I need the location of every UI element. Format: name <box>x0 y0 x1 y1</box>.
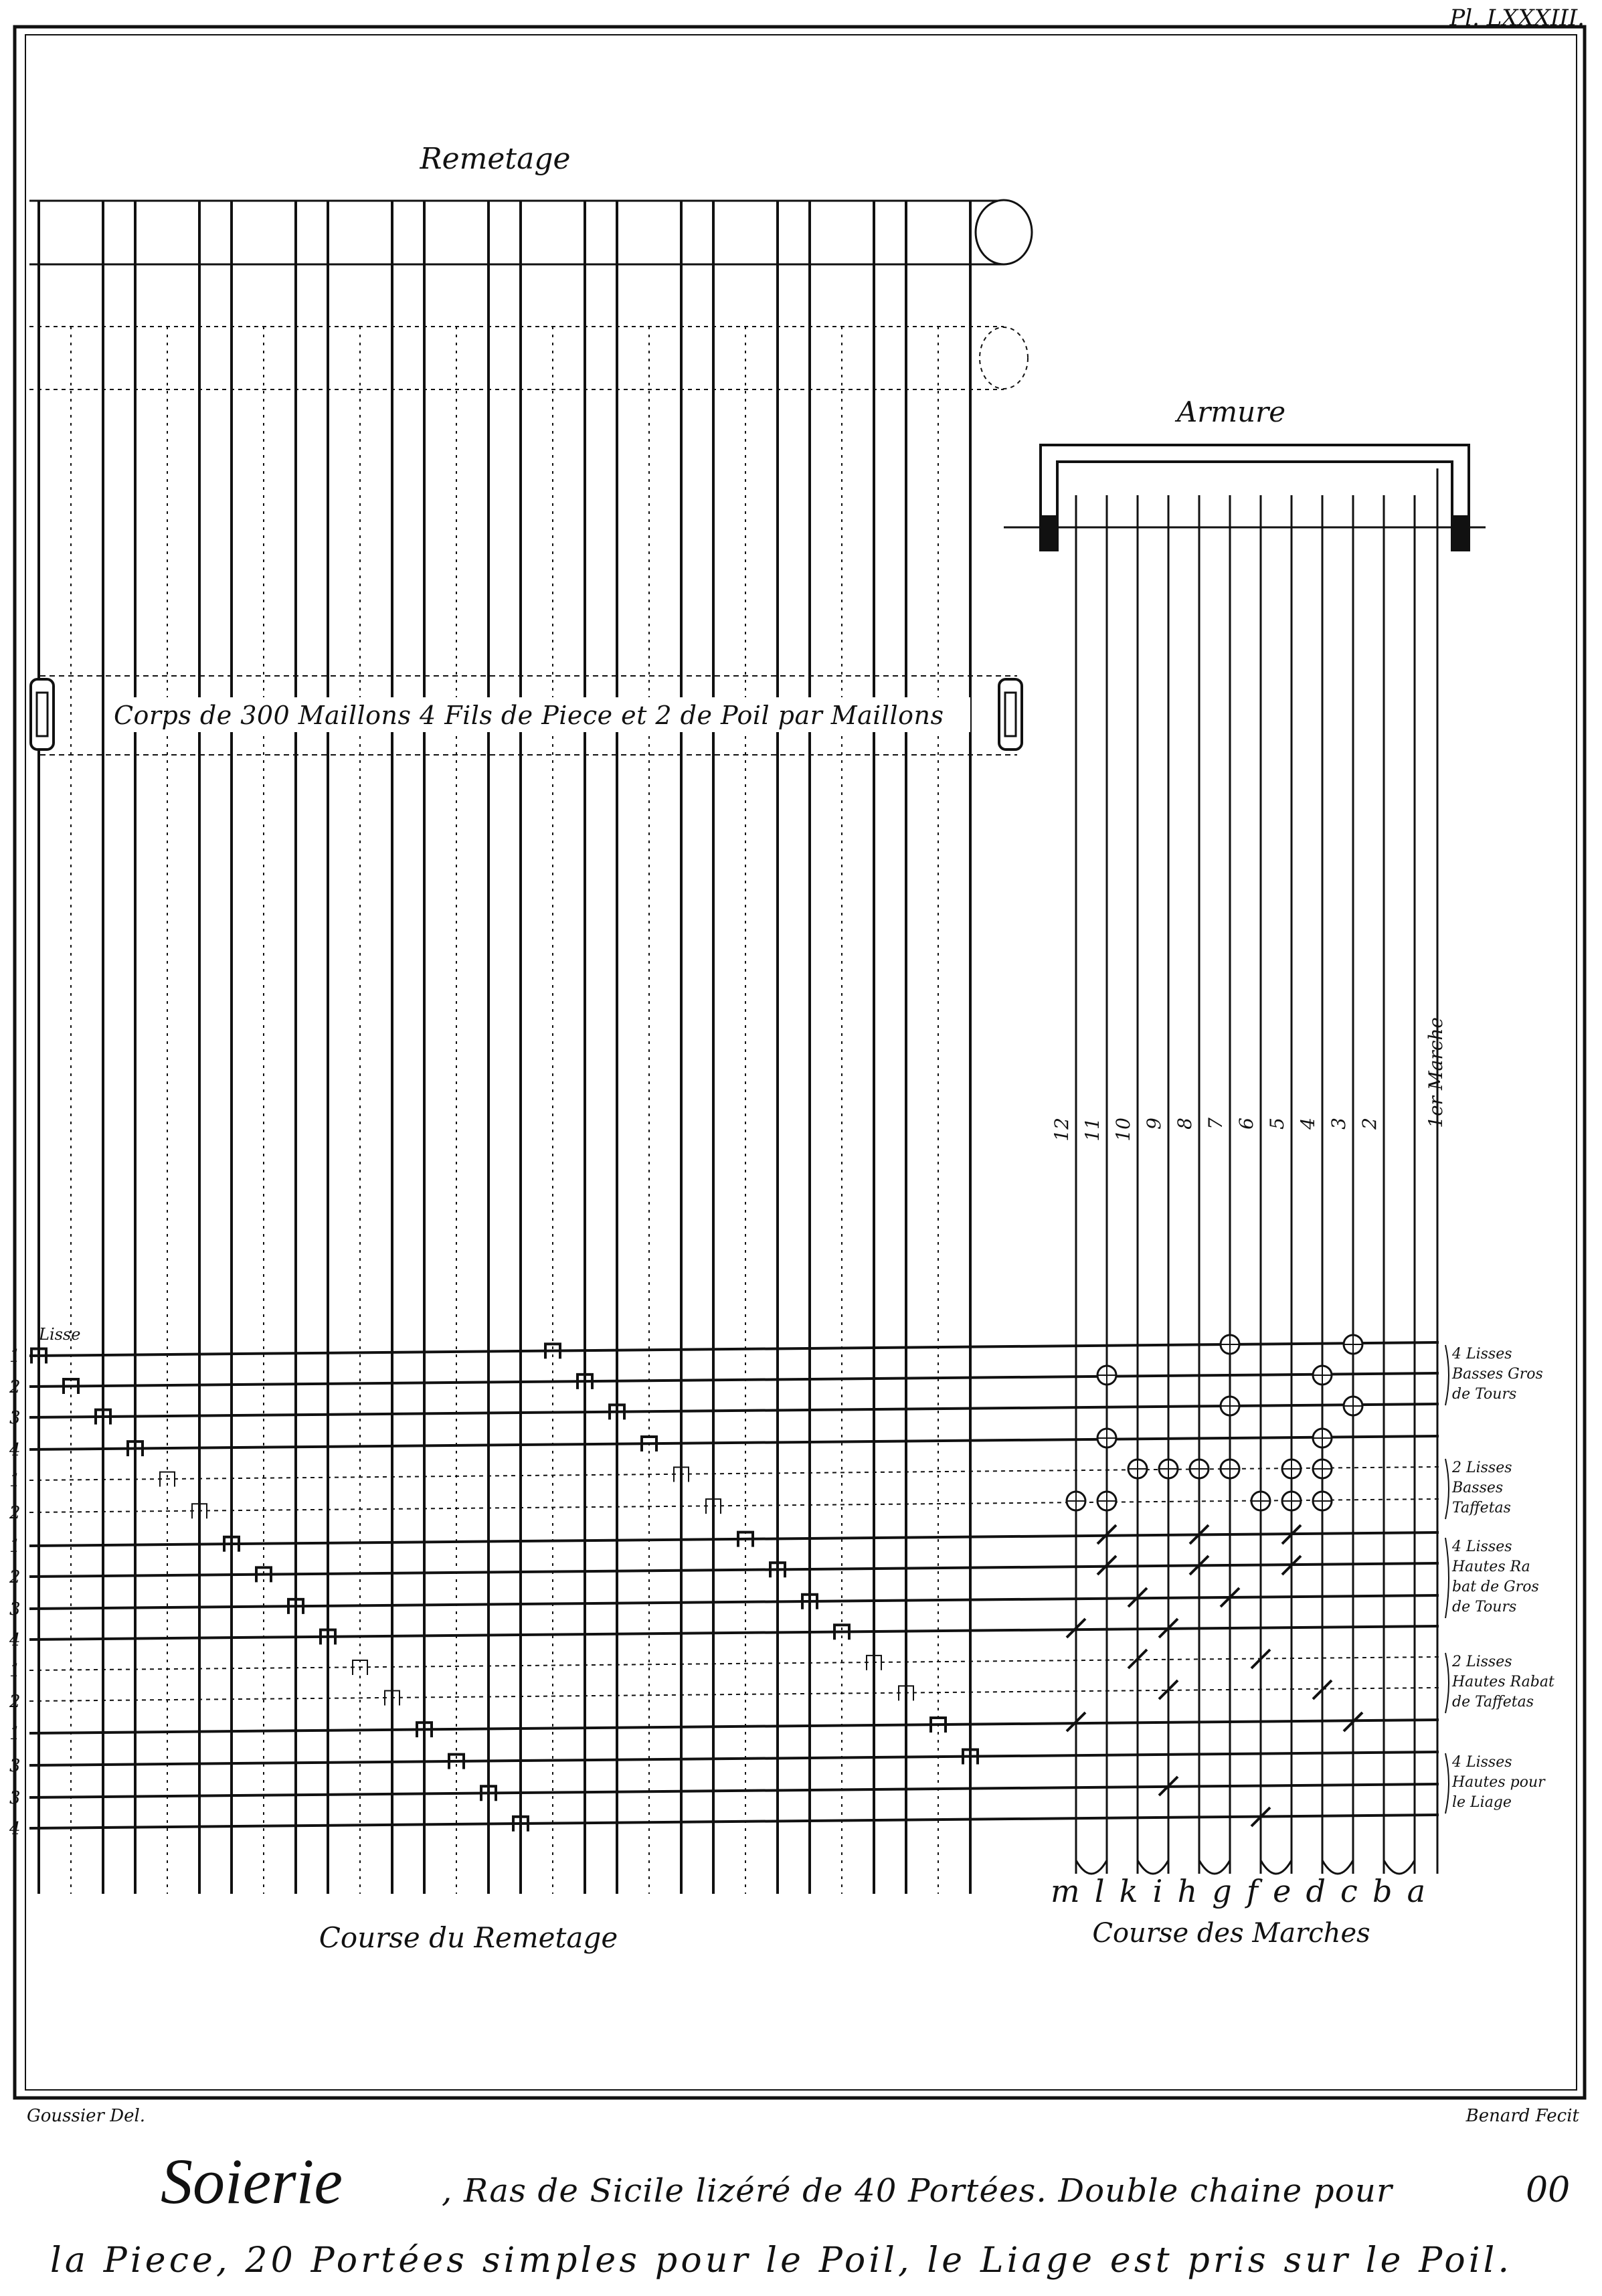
plate-number: Pl. LXXXIII. <box>1449 5 1585 31</box>
lisse-row-number: 2 <box>9 1503 21 1523</box>
group-label-line: Hautes Ra <box>1452 1559 1530 1575</box>
group-label-line: de Tours <box>1452 1386 1517 1403</box>
lisse-row-number: 3 <box>9 1408 21 1428</box>
lisse-row-number: 1 <box>9 1536 21 1557</box>
marche-number: 7 <box>1205 1118 1227 1130</box>
treadle-loop <box>1261 1860 1292 1874</box>
lisse-line <box>29 1784 1439 1797</box>
group-label-line: Basses Gros <box>1452 1366 1543 1383</box>
group-label-line: 4 Lisses <box>1452 1346 1512 1362</box>
inner-frame <box>25 35 1577 2090</box>
credit-right: Benard Fecit <box>1465 2106 1579 2126</box>
outer-frame <box>15 27 1585 2098</box>
marche-numbers <box>1051 1017 1447 1142</box>
lisse-row-number: 1 <box>9 1471 21 1491</box>
marche-number: 2 <box>1358 1118 1381 1130</box>
group-brace <box>1445 1538 1449 1618</box>
lisse-row-number: 3 <box>9 1788 21 1808</box>
lisse-row-number: 3 <box>9 1756 21 1776</box>
marche-number: 5 <box>1266 1118 1288 1130</box>
group-brace <box>1445 1459 1449 1519</box>
group-brace <box>1445 1753 1449 1814</box>
marche-number: 1er Marche <box>1425 1017 1447 1128</box>
lisse-row-number: 1 <box>9 1724 21 1744</box>
lisse-row-number: 3 <box>9 1599 21 1619</box>
lisse-row-number: 1 <box>9 1346 21 1366</box>
corps-label: Corps de 300 Maillons 4 Fils de Piece et 2 de Poil par Maillons <box>114 701 944 730</box>
lisse-line <box>29 1595 1439 1609</box>
lisse-line <box>29 1626 1439 1640</box>
lisse-line <box>29 1532 1439 1546</box>
marche-number: 9 <box>1143 1118 1165 1130</box>
treadle-loop <box>1076 1860 1107 1874</box>
marche-number: 3 <box>1328 1118 1350 1130</box>
lisse-line <box>29 1688 1439 1701</box>
corps-clamp-left <box>31 679 54 749</box>
marche-number: 4 <box>1297 1118 1319 1130</box>
lisse-row-number: 4 <box>9 1819 21 1839</box>
group-label-line: Taffetas <box>1452 1500 1511 1516</box>
lisse-row-number: 2 <box>9 1692 21 1712</box>
group-label-line: de Taffetas <box>1452 1694 1534 1710</box>
lisse-line <box>29 1752 1439 1765</box>
treadle-loop <box>1384 1860 1415 1874</box>
marche-number: 11 <box>1081 1118 1103 1142</box>
group-label-line: 4 Lisses <box>1452 1538 1512 1555</box>
treadle-loop <box>1199 1860 1230 1874</box>
lisse-row-number: 1 <box>9 1661 21 1681</box>
group-label-line: Hautes pour <box>1452 1774 1545 1791</box>
lisse-row-number: 4 <box>9 1630 21 1650</box>
remetage-title: Remetage <box>420 142 571 176</box>
group-label-line: de Tours <box>1452 1599 1517 1615</box>
group-label-line: 2 Lisses <box>1452 1460 1512 1476</box>
lisse-line <box>29 1720 1439 1733</box>
credit-left: Goussier Del. <box>27 2106 146 2126</box>
course-marches: Course des Marches <box>1092 1918 1370 1949</box>
lisse-line <box>29 1436 1439 1449</box>
caption-line-2: la Piece, 20 Portées simples pour le Poil, le Liage est pris sur le Poil. <box>50 2240 1510 2281</box>
treadle-loop <box>1138 1860 1168 1874</box>
caption-title: Soierie <box>161 2145 343 2217</box>
lisse-group-labels <box>1445 1345 1554 1814</box>
group-brace <box>1445 1653 1449 1713</box>
marche-number: 6 <box>1235 1118 1257 1130</box>
marche-number: 10 <box>1112 1118 1134 1142</box>
group-brace <box>1445 1345 1449 1405</box>
lisse-line <box>29 1657 1439 1670</box>
group-label-line: Basses <box>1452 1480 1504 1496</box>
marche-number: 8 <box>1174 1118 1196 1130</box>
treadle-loop <box>1322 1860 1353 1874</box>
lisse-header: Lisse <box>39 1325 81 1344</box>
group-label-line: 4 Lisses <box>1452 1754 1512 1771</box>
warp-roller-lower <box>29 327 1028 389</box>
corps-clamp-right <box>999 679 1022 749</box>
lisse-line <box>29 1815 1439 1828</box>
marche-number: 12 <box>1051 1118 1073 1142</box>
group-label-line: le Liage <box>1452 1794 1512 1811</box>
marche-letters: m l k i h g f e d c b a <box>1051 1873 1425 1909</box>
lisse-line <box>29 1373 1439 1387</box>
warp-threads <box>39 201 970 1894</box>
course-remetage: Course du Remetage <box>319 1921 618 1954</box>
lisse-line <box>29 1499 1439 1512</box>
lisse-line <box>29 1563 1439 1577</box>
lisse-row-number: 2 <box>9 1567 21 1587</box>
armure-title: Armure <box>1176 395 1286 428</box>
treadle-loops <box>1076 1860 1415 1874</box>
group-label-line: bat de Gros <box>1452 1579 1539 1595</box>
caption-number: 00 <box>1526 2170 1571 2210</box>
warp-roller-upper <box>29 200 1032 264</box>
lisse-row-number: 2 <box>9 1377 21 1397</box>
group-label-line: 2 Lisses <box>1452 1654 1512 1670</box>
group-label-line: Hautes Rabat <box>1452 1674 1554 1690</box>
lisse-row-number: 4 <box>9 1440 21 1460</box>
caption-line-1: , Ras de Sicile lizéré de 40 Portées. Double chaine pour <box>442 2172 1392 2210</box>
